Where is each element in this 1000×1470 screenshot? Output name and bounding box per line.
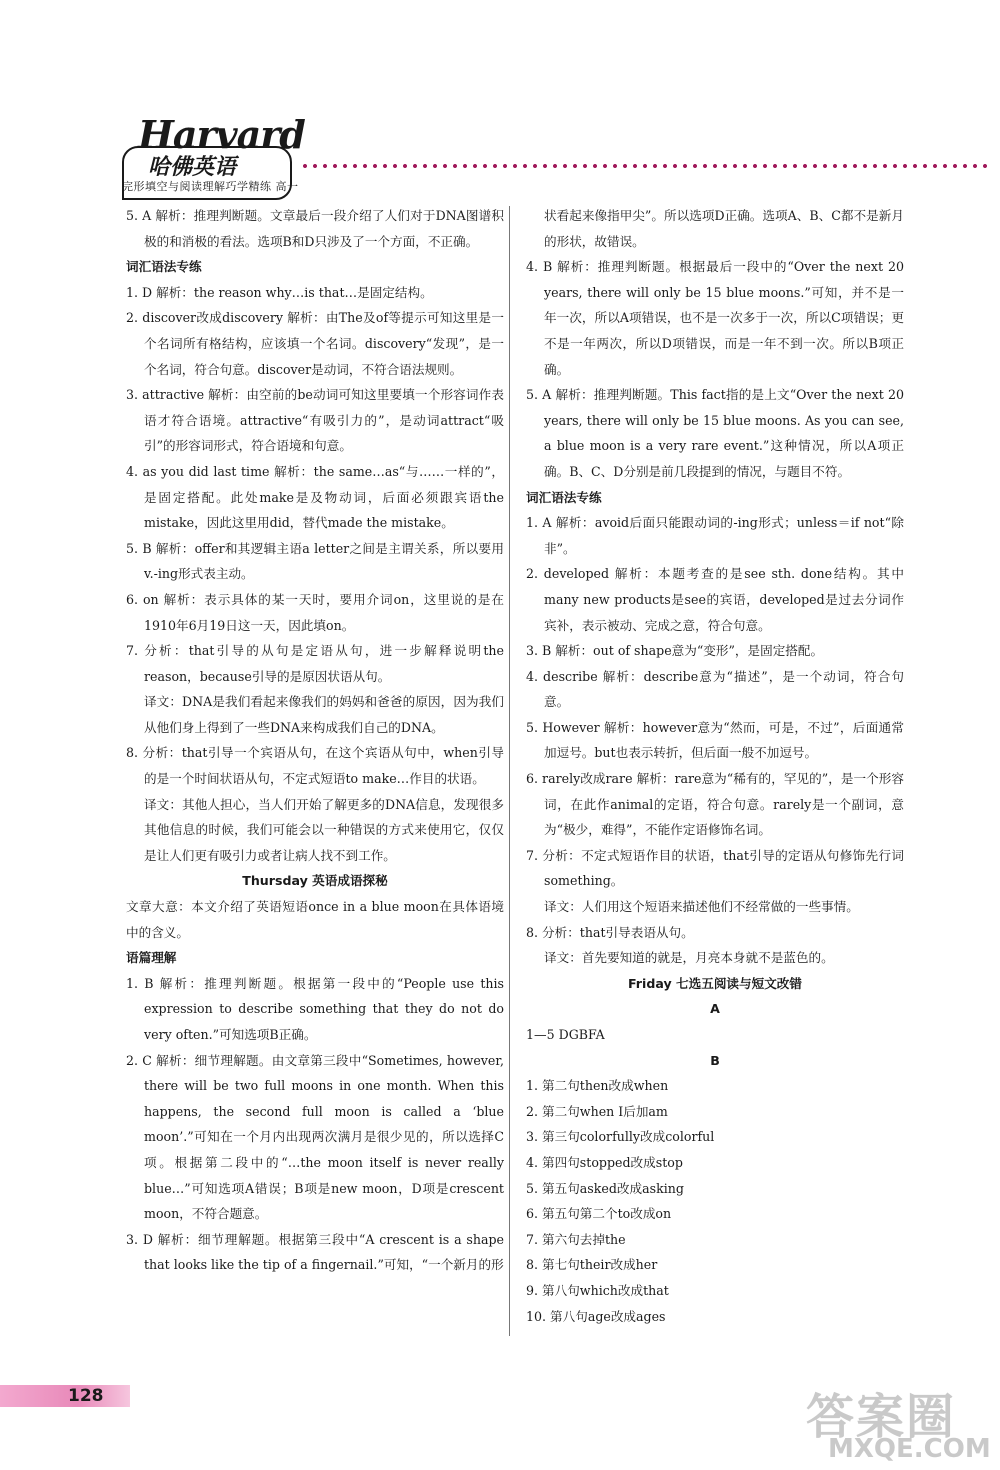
dotted-rule <box>300 162 990 170</box>
answer-paragraph: 4. as you did last time 解析：the same…as“与……一样的”，是固定搭配。此处make是及物动词，后面必须跟宾语the mistake，因此这里用did，替代made the mistake。 <box>126 463 504 531</box>
section-heading: 语篇理解 <box>126 950 177 966</box>
answer-paragraph: 6. on 解析：表示具体的某一天时，要用介词on，这里说的是在1910年6月19日这一天，因此填on。 <box>126 591 504 633</box>
answer-paragraph: 5. B 解析：offer和其逻辑主语a letter之间是主谓关系，所以要用v.-ing形式表主动。 <box>126 540 504 582</box>
answer-paragraph: 1. A 解析：avoid后面只能跟动词的-ing形式；unless＝if not“除非”。 <box>526 515 904 556</box>
answer-paragraph: 2. discover改成discovery 解析：由The及of等提示可知这里是一个名词所有格结构，应该填一个名词。discovery“发现”，是一个名词，符合句意。discover是动词，不符合语法规则。 <box>126 310 504 377</box>
book-subtitle: 完形填空与阅读理解巧学精练 高一 <box>122 180 299 193</box>
answer-paragraph: 8. 第七句their改成her <box>526 1257 658 1273</box>
left-column <box>126 203 504 1278</box>
answer-paragraph: 1—5 DGBFA <box>526 1027 605 1042</box>
section-heading: Friday 七选五阅读与短文改错 <box>628 975 802 991</box>
harvard-logo: Harvard <box>138 112 305 157</box>
watermark-url: MXQE.COM <box>828 1434 991 1464</box>
answer-paragraph: 译文：首先要知道的就是，月亮本身就不是蓝色的。 <box>544 950 834 966</box>
answer-paragraph: 3. 第三句colorfully改成colorful <box>526 1129 715 1145</box>
answer-paragraph: 3. attractive 解析：由空前的be动词可知这里要填一个形容词作表语才符合语境。attractive“有吸引力的”，是动词attract“吸引”的形容词形式，符合语境和句意。 <box>126 387 504 454</box>
answer-paragraph: 译文：人们用这个短语来描述他们不经常做的一些事情。 <box>544 899 859 915</box>
right-column <box>526 203 904 1329</box>
answer-paragraph: 4. describe 解析：describe意为“描述”，是一个动词，符合句意。 <box>526 668 904 710</box>
answer-paragraph: 5. A 解析：推理判断题。This fact指的是上文“Over the next 20 years, there will only be 15 blue moons. As you can see, a blue moon is a very rare event.”这种情况，所以A项正确。B、C、D分别是前几段提到的情况，与题目不符。 <box>526 387 904 479</box>
answer-paragraph: 5. However 解析：however意为“然而，可是，不过”，后面通常加逗号。but也表示转折，但后面一般不加逗号。 <box>526 719 904 761</box>
answer-paragraph: 2. C 解析：细节理解题。由文章第三段中“Sometimes, however, there will be two full moons in one month. When this happens, the second full moon is called a ‘blue moon’.”可知在一个月内出现两次满月是很少见的，所以选择C项。根据第二段中的“…the moon itself is never really blue…”可知选项A错误；B项是new moon，D项是crescent moon，不符合题意。 <box>126 1052 504 1222</box>
watermark <box>798 1378 998 1468</box>
answer-paragraph: 4. 第四句stopped改成stop <box>526 1154 683 1170</box>
section-heading: 词汇语法专练 <box>526 489 602 505</box>
section-heading: 词汇语法专练 <box>126 259 202 275</box>
answer-paragraph: 7. 分析：不定式短语作目的状语，that引导的定语从句修饰先行词something。 <box>526 847 904 889</box>
answer-paragraph: 9. 第八句which改成that <box>526 1282 669 1298</box>
section-heading: Thursday 英语成语探秘 <box>242 873 388 889</box>
page-number-bar <box>0 1385 130 1407</box>
brand-title: 哈佛英语 <box>148 155 237 180</box>
answer-paragraph: 7. 第六句去掉the <box>526 1231 626 1247</box>
answer-paragraph: 译文：其他人担心，当人们开始了解更多的DNA信息，发现很多其他信息的时候，我们可能会以一种错误的方式来使用它，仅仅是让人们更有吸引力或者让病人找不到工作。 <box>144 796 504 863</box>
answer-paragraph: 文章大意：本文介绍了英语短语once in a blue moon在具体语境中的含义。 <box>126 899 504 940</box>
answer-paragraph: 6. rarely改成rare 解析：rare意为“稀有的，罕见的”，是一个形容词，在此作animal的定语，符合句意。rarely是一个副词，意为“极少，难得”，不能作定语修饰名词。 <box>526 771 904 838</box>
answer-paragraph: 4. B 解析：推理判断题。根据最后一段中的“Over the next 20 years, there will only be 15 blue moons.”可知，并不是一年一次，所以A项错误，也不是一次多于一次，所以C项错误；更不是一年两次，所以D项错误，而是一年不到一次。所以B项正确。 <box>526 259 904 377</box>
answer-paragraph: 5. 第五句asked改成asking <box>526 1180 684 1196</box>
section-heading: B <box>710 1052 720 1068</box>
answer-paragraph: 8. 分析：that引导表语从句。 <box>526 924 694 940</box>
answer-paragraph: 1. B 解析：推理判断题。根据第一段中的“People use this expression to describe something that they do not do very often.”可知选项B正确。 <box>126 975 504 1042</box>
page-number: 128 <box>68 1386 104 1406</box>
answer-paragraph: 7. 分析：that引导的从句是定语从句，进一步解释说明the reason，because引导的是原因状语从句。 <box>126 643 504 684</box>
answer-paragraph: 1. 第二句then改成when <box>526 1078 669 1094</box>
answer-paragraph: 译文：DNA是我们看起来像我们的妈妈和爸爸的原因，因为我们从他们身上得到了一些DNA来构成我们自己的DNA。 <box>144 694 504 735</box>
answer-paragraph: 3. B 解析：out of shape意为“变形”，是固定搭配。 <box>526 643 824 659</box>
answer-paragraph: 10. 第八句age改成ages <box>526 1308 666 1324</box>
answer-paragraph: 8. 分析：that引导一个宾语从句，在这个宾语从句中，when引导的是一个时间状语从句，不定式短语to make…作目的状语。 <box>126 745 504 787</box>
column-divider <box>509 206 510 1336</box>
answer-paragraph: 5. A 解析：推理判断题。文章最后一段介绍了人们对于DNA图谱积极的和消极的看法。选项B和D只涉及了一个方面，不正确。 <box>126 208 504 249</box>
answer-paragraph: 2. 第二句when I后加am <box>526 1103 668 1119</box>
answer-paragraph: 3. D 解析：细节理解题。根据第三段中“A crescent is a shape that looks like the tip of a fingernail.”可知，“一个新月的形 <box>126 1231 504 1273</box>
section-heading: A <box>710 1001 720 1017</box>
answer-paragraph: 1. D 解析：the reason why…is that…是固定结构。 <box>126 284 433 300</box>
answer-paragraph: 2. developed 解析：本题考查的是see sth. done结构。其中many new products是see的宾语，developed是过去分词作宾补，表示被动、完成之意，符合句意。 <box>526 566 904 633</box>
watermark-logo: 答案圈 <box>806 1389 957 1445</box>
answer-paragraph: 6. 第五句第二个to改成on <box>526 1206 672 1222</box>
answer-paragraph: 状看起来像指甲尖”。所以选项D正确。选项A、B、C都不是新月的形状，故错误。 <box>544 208 904 249</box>
